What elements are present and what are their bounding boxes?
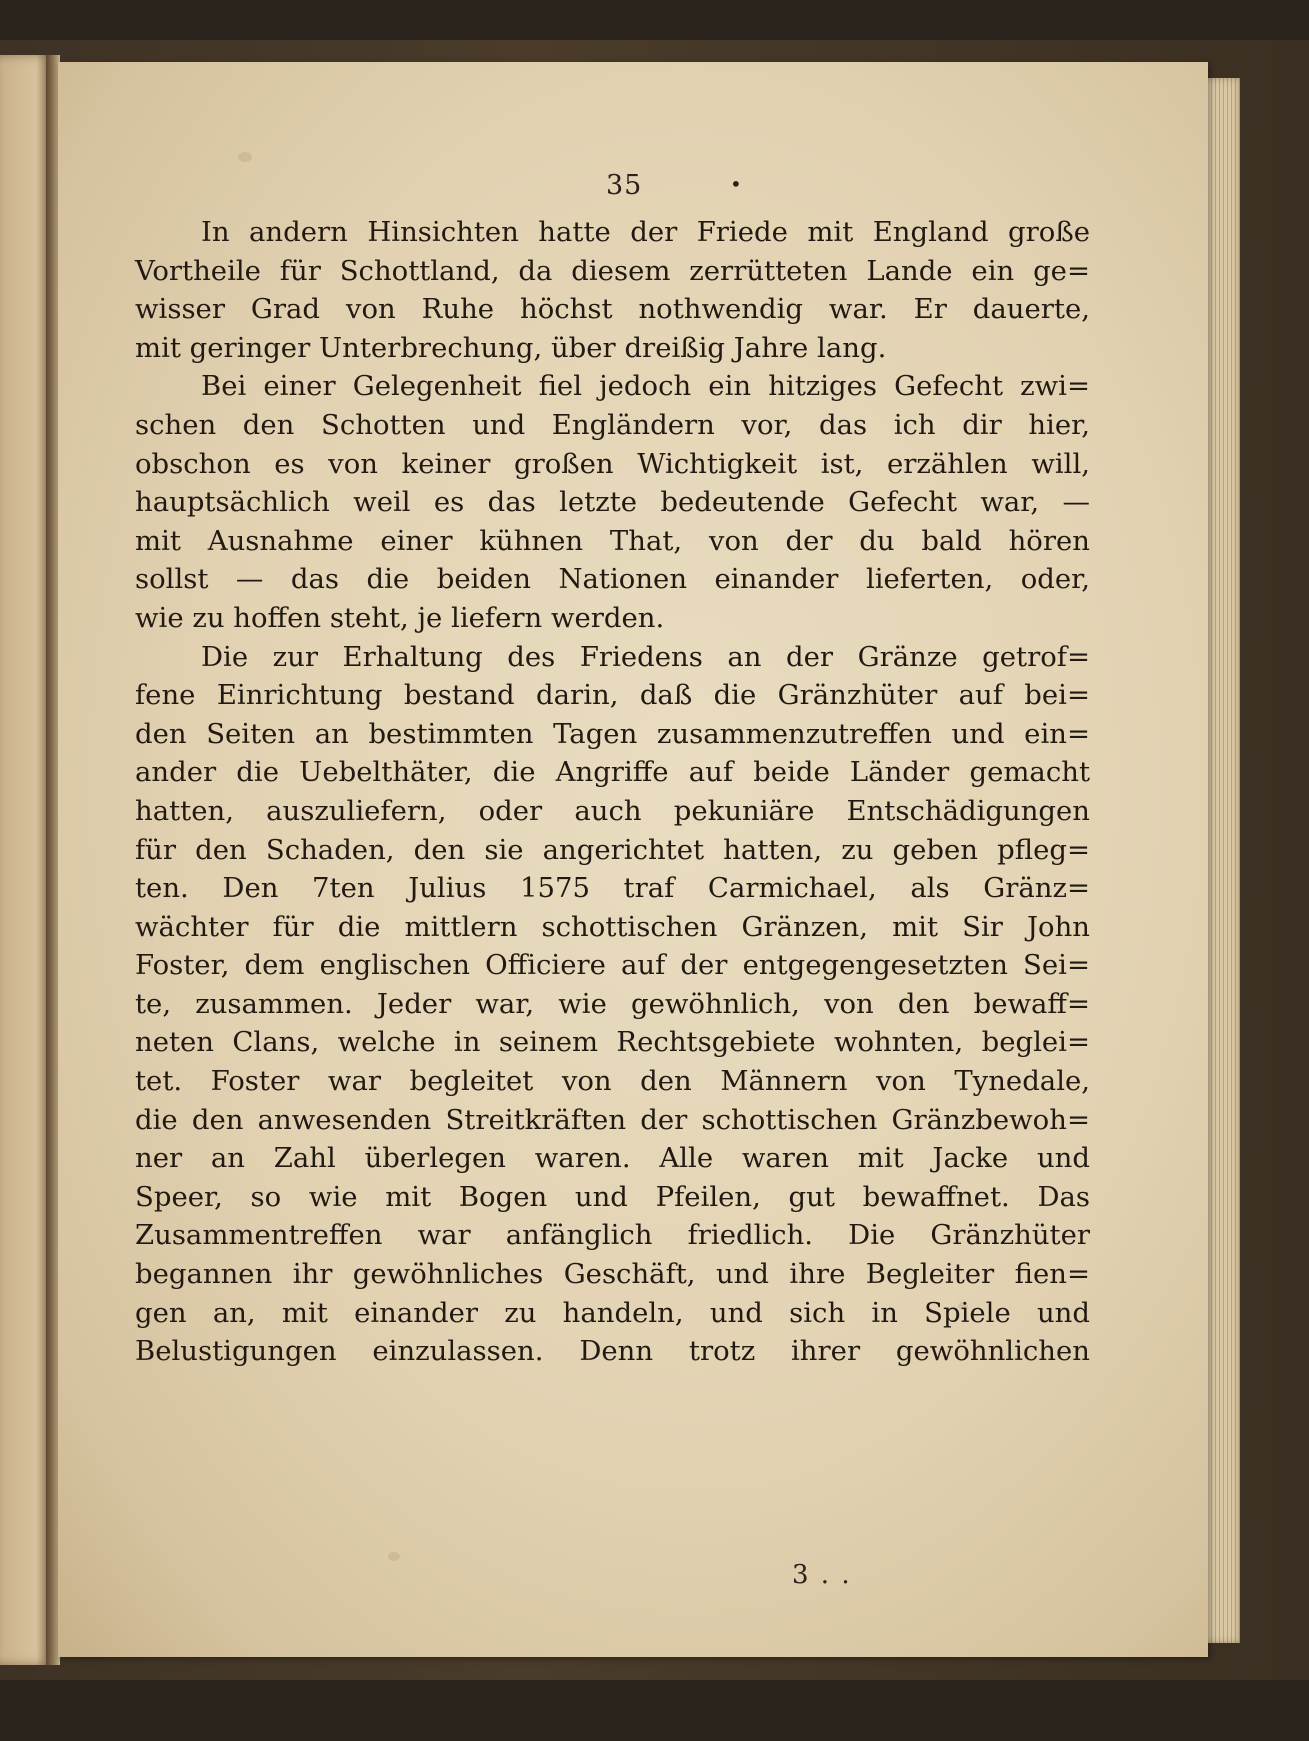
- text-line: In andern Hinsichten hatte der Friede mit England große: [201, 216, 1090, 248]
- text-line: tet. Foster war begleitet von den Männern von Tynedale,: [135, 1065, 1090, 1098]
- text-line: mit Ausnahme einer kühnen That, von der du bald hören: [135, 524, 1090, 557]
- left-page-edge: [0, 55, 52, 1665]
- page-number-mark: •: [730, 172, 742, 196]
- text-line: ten. Den 7ten Julius 1575 traf Carmichael, als Gränz=: [135, 872, 1090, 905]
- text-line: mit geringer Unterbrechung, über dreißig Jahre lang.: [135, 331, 887, 364]
- text-line: Speer, so wie mit Bogen und Pfeilen, gut bewaffnet. Das: [135, 1180, 1090, 1213]
- page-number: 35: [606, 170, 643, 201]
- text-line: fene Einrichtung bestand darin, daß die Gränzhüter auf bei=: [135, 679, 1090, 712]
- text-line: Foster, dem englischen Officiere auf der entgegengesetzten Sei=: [135, 949, 1090, 982]
- text-line: neten Clans, welche in seinem Rechtsgebiete wohnten, beglei=: [135, 1026, 1090, 1059]
- text-line: wisser Grad von Ruhe höchst nothwendig war. Er dauerte,: [135, 293, 1090, 326]
- text-line: wie zu hoffen steht, je liefern werden.: [135, 601, 665, 634]
- text-line: Zusammentreffen war anfänglich friedlich. Die Gränzhüter: [135, 1219, 1090, 1252]
- text-line: Belustigungen einzulassen. Denn trotz ihrer gewöhnlichen: [135, 1335, 1090, 1368]
- text-line: ander die Uebelthäter, die Angriffe auf beide Länder gemacht: [135, 756, 1090, 789]
- text-line: die den anwesenden Streitkräften der schottischen Gränzbewoh=: [135, 1103, 1090, 1136]
- paper-stain: [388, 1552, 400, 1561]
- text-line: sollst — das die beiden Nationen einander lieferten, oder,: [135, 563, 1090, 596]
- text-line: obschon es von keiner großen Wichtigkeit ist, erzählen will,: [135, 447, 1090, 480]
- text-line: hauptsächlich weil es das letzte bedeutende Gefecht war, —: [135, 486, 1090, 519]
- text-line: ner an Zahl überlegen waren. Alle waren mit Jacke und: [135, 1142, 1090, 1175]
- text-line: hatten, auszuliefern, oder auch pekuniäre Entschädigungen: [135, 794, 1090, 827]
- text-line: begannen ihr gewöhnliches Geschäft, und ihre Begleiter fien=: [135, 1258, 1090, 1291]
- text-line: te, zusammen. Jeder war, wie gewöhnlich, von den bewaff=: [135, 987, 1090, 1020]
- text-line: wächter für die mittlern schottischen Gränzen, mit Sir John: [135, 910, 1090, 943]
- text-line: gen an, mit einander zu handeln, und sich in Spiele und: [135, 1296, 1090, 1329]
- paper-stain: [238, 152, 252, 162]
- text-line: Bei einer Gelegenheit fiel jedoch ein hitziges Gefecht zwi=: [201, 370, 1090, 403]
- text-line: Die zur Erhaltung des Friedens an der Gränze getrof=: [201, 640, 1090, 673]
- text-line: für den Schaden, den sie angerichtet hatten, zu geben pfleg=: [135, 833, 1090, 866]
- text-line: den Seiten an bestimmten Tagen zusammenzutreffen und ein=: [135, 717, 1090, 750]
- text-line: Vortheile für Schottland, da diesem zerrütteten Lande ein ge=: [135, 254, 1090, 287]
- signature-mark: 3 . .: [792, 1560, 852, 1590]
- text-line: schen den Schotten und Engländern vor, das ich dir hier,: [135, 408, 1090, 441]
- body-text: [135, 213, 1090, 1371]
